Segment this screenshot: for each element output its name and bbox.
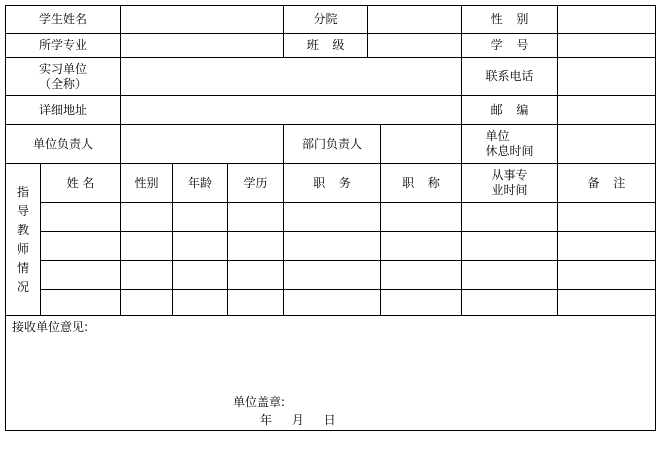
student-no-label: 学 号 bbox=[462, 34, 558, 58]
advisor-title-cell[interactable] bbox=[381, 232, 462, 261]
dept-head-field[interactable] bbox=[381, 125, 462, 164]
advisor-years-cell[interactable] bbox=[462, 261, 558, 290]
address-field[interactable] bbox=[121, 96, 462, 125]
advisor-header-row bbox=[6, 164, 656, 203]
advisor-section-label bbox=[6, 164, 41, 316]
advisor-name-cell[interactable] bbox=[41, 261, 121, 290]
advisor-row bbox=[6, 203, 656, 232]
advisor-age-cell[interactable] bbox=[173, 290, 228, 316]
advisor-position-cell[interactable] bbox=[284, 261, 381, 290]
advisor-years-cell[interactable] bbox=[462, 290, 558, 316]
advisor-row bbox=[6, 261, 656, 290]
address-label: 详细地址 bbox=[6, 96, 121, 125]
advisor-col-years bbox=[462, 164, 558, 203]
student-name-field[interactable] bbox=[121, 6, 284, 34]
advisor-col-years-line1: 从事专 bbox=[491, 168, 528, 182]
unit-head-field[interactable] bbox=[121, 125, 284, 164]
opinion-area bbox=[6, 316, 655, 430]
unit-name-label bbox=[6, 58, 121, 96]
phone-label: 联系电话 bbox=[462, 58, 558, 96]
rest-time-label-line1: 单位 bbox=[485, 129, 510, 143]
unit-row-3 bbox=[6, 125, 656, 164]
advisor-education-cell[interactable] bbox=[228, 261, 284, 290]
opinion-field[interactable] bbox=[6, 316, 656, 431]
advisor-section-char: 教 bbox=[16, 222, 29, 237]
advisor-years-cell[interactable] bbox=[462, 232, 558, 261]
advisor-age-cell[interactable] bbox=[173, 232, 228, 261]
advisor-col-age: 年龄 bbox=[173, 164, 228, 203]
advisor-education-cell[interactable] bbox=[228, 290, 284, 316]
unit-name-field[interactable] bbox=[121, 58, 462, 96]
advisor-remarks-cell[interactable] bbox=[558, 232, 656, 261]
advisor-col-position: 职 务 bbox=[284, 164, 381, 203]
class-label: 班 级 bbox=[284, 34, 368, 58]
advisor-row bbox=[6, 232, 656, 261]
opinion-row bbox=[6, 316, 656, 431]
advisor-col-gender: 性别 bbox=[121, 164, 173, 203]
advisor-years-cell[interactable] bbox=[462, 203, 558, 232]
unit-head-label: 单位负责人 bbox=[6, 125, 121, 164]
advisor-age-cell[interactable] bbox=[173, 261, 228, 290]
advisor-title-cell[interactable] bbox=[381, 203, 462, 232]
unit-row-2 bbox=[6, 96, 656, 125]
college-label: 分院 bbox=[284, 6, 368, 34]
rest-time-field[interactable] bbox=[558, 125, 656, 164]
unit-name-label-note: （全称） bbox=[39, 76, 88, 91]
advisor-remarks-cell[interactable] bbox=[558, 203, 656, 232]
college-field[interactable] bbox=[368, 6, 462, 34]
gender-label: 性 别 bbox=[462, 6, 558, 34]
postcode-field[interactable] bbox=[558, 96, 656, 125]
student-name-label: 学生姓名 bbox=[6, 6, 121, 34]
advisor-position-cell[interactable] bbox=[284, 290, 381, 316]
advisor-position-cell[interactable] bbox=[284, 203, 381, 232]
advisor-remarks-cell[interactable] bbox=[558, 261, 656, 290]
advisor-remarks-cell[interactable] bbox=[558, 290, 656, 316]
stamp-label: 单位盖章: bbox=[233, 395, 286, 409]
major-label: 所学专业 bbox=[6, 34, 121, 58]
advisor-gender-cell[interactable] bbox=[121, 290, 173, 316]
student-row-2 bbox=[6, 34, 656, 58]
advisor-education-cell[interactable] bbox=[228, 232, 284, 261]
phone-field[interactable] bbox=[558, 58, 656, 96]
advisor-section-char: 师 bbox=[16, 241, 29, 256]
unit-name-label-main: 实习单位 bbox=[39, 61, 88, 76]
gender-field[interactable] bbox=[558, 6, 656, 34]
advisor-age-cell[interactable] bbox=[173, 203, 228, 232]
advisor-col-remarks: 备 注 bbox=[558, 164, 656, 203]
advisor-col-years-line2: 业时间 bbox=[491, 183, 528, 197]
unit-row-1 bbox=[6, 58, 656, 96]
advisor-title-cell[interactable] bbox=[381, 261, 462, 290]
advisor-name-cell[interactable] bbox=[41, 232, 121, 261]
student-no-field[interactable] bbox=[558, 34, 656, 58]
advisor-gender-cell[interactable] bbox=[121, 232, 173, 261]
advisor-section-char: 指 bbox=[16, 184, 29, 199]
class-field[interactable] bbox=[368, 34, 462, 58]
advisor-section-char: 况 bbox=[16, 279, 29, 294]
advisor-gender-cell[interactable] bbox=[121, 261, 173, 290]
opinion-label: 接收单位意见: bbox=[12, 320, 89, 334]
advisor-col-name: 姓 名 bbox=[41, 164, 121, 203]
advisor-col-education: 学历 bbox=[228, 164, 284, 203]
advisor-section-char: 导 bbox=[16, 203, 29, 218]
student-row-1 bbox=[6, 6, 656, 34]
rest-time-label bbox=[462, 125, 558, 164]
advisor-section-char: 情 bbox=[16, 260, 29, 275]
advisor-position-cell[interactable] bbox=[284, 232, 381, 261]
advisor-education-cell[interactable] bbox=[228, 203, 284, 232]
advisor-name-cell[interactable] bbox=[41, 290, 121, 316]
advisor-col-title: 职 称 bbox=[381, 164, 462, 203]
major-field[interactable] bbox=[121, 34, 284, 58]
date-label: 年 月 日 bbox=[260, 413, 336, 427]
postcode-label: 邮 编 bbox=[462, 96, 558, 125]
advisor-gender-cell[interactable] bbox=[121, 203, 173, 232]
internship-registration-form bbox=[5, 5, 656, 431]
advisor-title-cell[interactable] bbox=[381, 290, 462, 316]
dept-head-label: 部门负责人 bbox=[284, 125, 381, 164]
advisor-name-cell[interactable] bbox=[41, 203, 121, 232]
advisor-row bbox=[6, 290, 656, 316]
rest-time-label-line2: 休息时间 bbox=[485, 144, 534, 158]
